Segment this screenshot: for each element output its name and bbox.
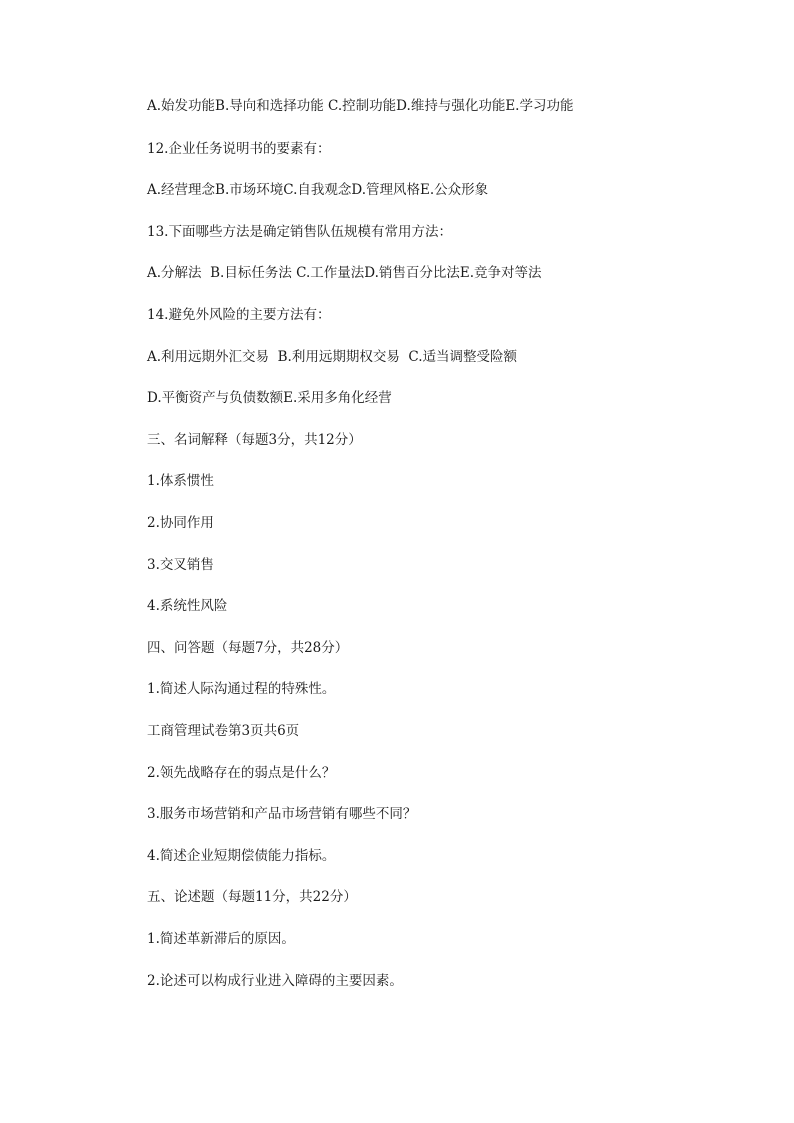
q12-options: A.经营理念B.市场环境C.自我观念D.管理风格E.公众形象 (147, 182, 489, 198)
term-2: 2.协同作用 (147, 515, 214, 531)
q14-options-line1: A.利用远期外汇交易 B.利用远期期权交易 C.适当调整受险额 (147, 349, 518, 365)
qa-1: 1.简述人际沟通过程的特殊性。 (147, 681, 336, 697)
section-5-heading: 五、论述题（每题11分，共22分） (147, 889, 357, 905)
qa-2: 2.领先战略存在的弱点是什么？ (147, 765, 336, 781)
q13-question: 13.下面哪些方法是确定销售队伍规模有常用方法： (147, 224, 452, 240)
q11-options: A.始发功能B.导向和选择功能 C.控制功能D.维持与强化功能E.学习功能 (147, 98, 574, 114)
qa-3: 3.服务市场营销和产品市场营销有哪些不同？ (147, 806, 417, 822)
section-4-heading: 四、问答题（每题7分，共28分） (147, 640, 349, 656)
q13-options: A.分解法 B.目标任务法 C.工作量法D.销售百分比法E.竞争对等法 (147, 265, 542, 281)
page-footer: 工商管理试卷第3页共6页 (147, 723, 300, 739)
q12-question: 12.企业任务说明书的要素有： (147, 141, 331, 157)
essay-2: 2.论述可以构成行业进入障碍的主要因素。 (147, 973, 403, 989)
term-4: 4.系统性风险 (147, 598, 228, 614)
qa-4: 4.简述企业短期偿债能力指标。 (147, 848, 336, 864)
q14-question: 14.避免外风险的主要方法有： (147, 307, 331, 323)
term-3: 3.交叉销售 (147, 557, 214, 573)
section-3-heading: 三、名词解释（每题3分，共12分） (147, 432, 362, 448)
term-1: 1.体系惯性 (147, 473, 214, 489)
essay-1: 1.简述革新滞后的原因。 (147, 931, 295, 947)
q14-options-line2: D.平衡资产与负债数额E.采用多角化经营 (147, 390, 392, 406)
